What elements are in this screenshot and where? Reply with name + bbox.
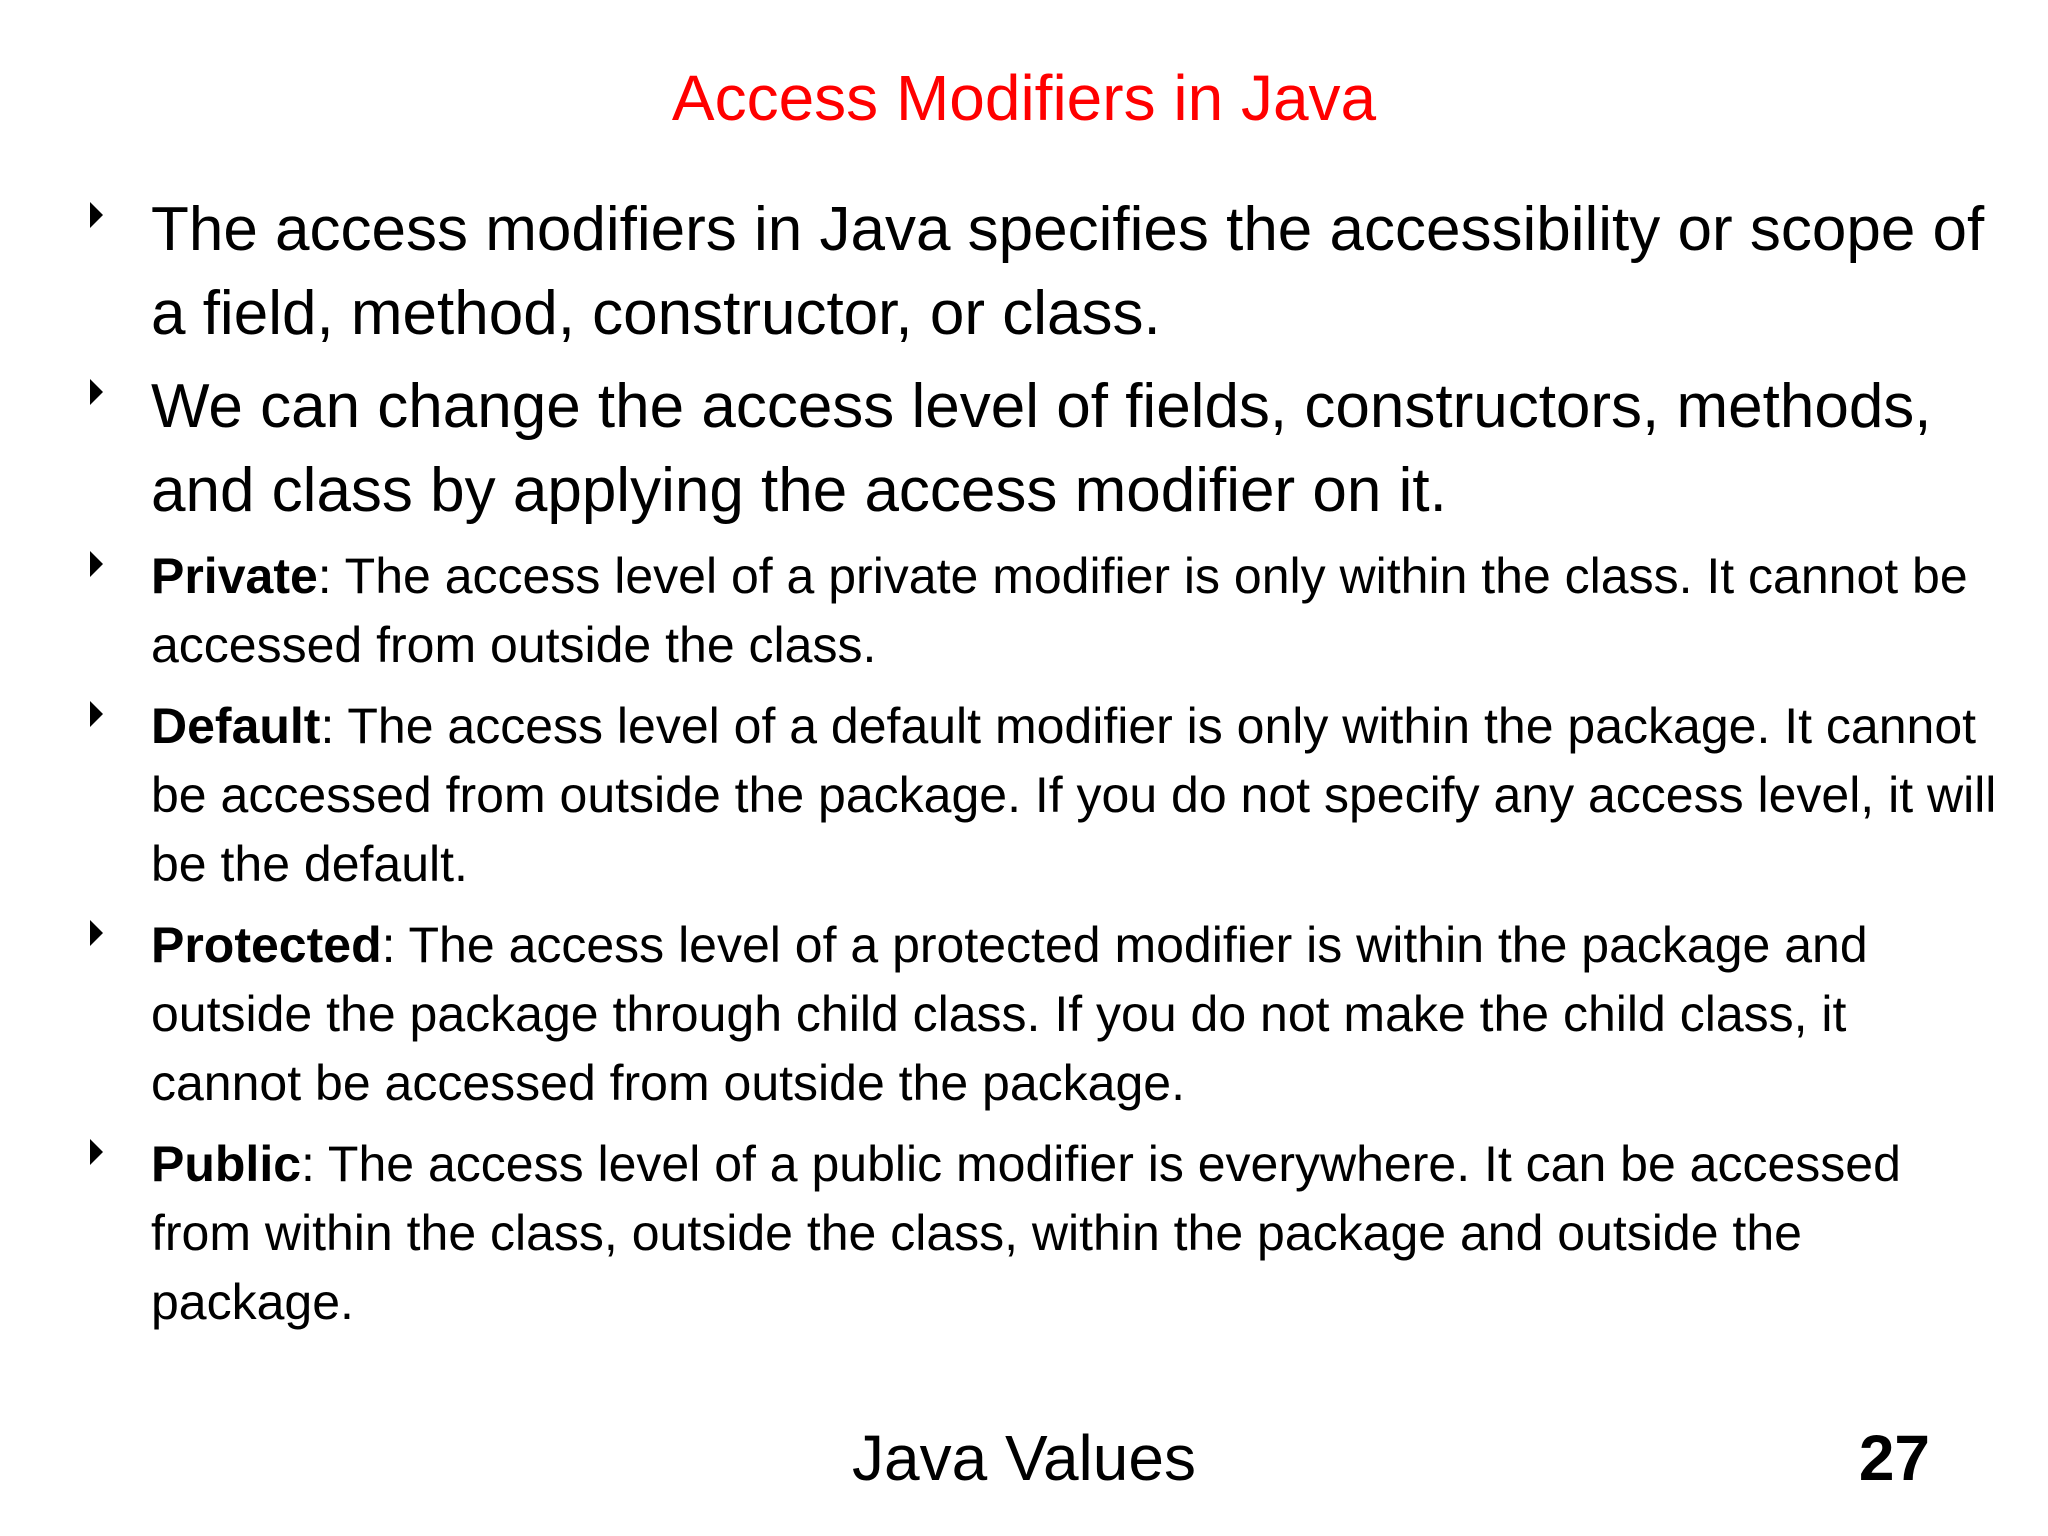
bullet-item-protected xyxy=(90,911,2010,1118)
bullet-separator: : xyxy=(381,917,396,973)
bullet-term: Default xyxy=(151,698,321,754)
slide-title: Access Modifiers in Java xyxy=(671,62,1377,134)
triangle-right-icon xyxy=(90,701,103,727)
bullet-item-private xyxy=(90,542,2010,680)
triangle-right-icon xyxy=(90,920,103,946)
bullet-term: Protected xyxy=(151,917,382,973)
bullet-list xyxy=(90,188,2010,1349)
bullet-text: We can change the access level of fields, constructors, methods, and class by applying the access modifier on it. xyxy=(151,372,1932,525)
bullet-item-access-modifiers-definition xyxy=(90,188,2010,356)
bullet-item-default xyxy=(90,692,2010,899)
bullet-separator: : xyxy=(301,1136,315,1192)
bullet-text: The access level of a protected modifier is within the package and outside the package through child class. If you do not make the child class, it cannot be accessed from outside the package. xyxy=(151,917,1868,1111)
bullet-item-public xyxy=(90,1130,2010,1337)
triangle-right-icon xyxy=(90,202,103,228)
bullet-item-change-access-level xyxy=(90,365,2010,533)
bullet-text: The access level of a public modifier is everywhere. It can be accessed from within the class, outside the class, within the package and outside the package. xyxy=(151,1136,1901,1330)
triangle-right-icon xyxy=(90,551,103,577)
bullet-term: Private xyxy=(151,548,318,604)
triangle-right-icon xyxy=(90,1139,103,1165)
bullet-text: The access modifiers in Java specifies the accessibility or scope of a field, method, constructor, or class. xyxy=(151,195,1985,348)
bullet-separator: : xyxy=(317,548,332,604)
bullet-separator: : xyxy=(320,698,335,754)
footer-title: Java Values xyxy=(852,1422,1196,1494)
bullet-term: Public xyxy=(151,1136,302,1192)
page-number: 27 xyxy=(1858,1422,1930,1494)
bullet-text: The access level of a default modifier is only within the package. It cannot be accessed from outside the package. If you do not specify any access level, it will be the default. xyxy=(151,698,1997,892)
triangle-right-icon xyxy=(90,379,103,405)
bullet-text: The access level of a private modifier is only within the class. It cannot be accessed from outside the class. xyxy=(151,548,1968,673)
